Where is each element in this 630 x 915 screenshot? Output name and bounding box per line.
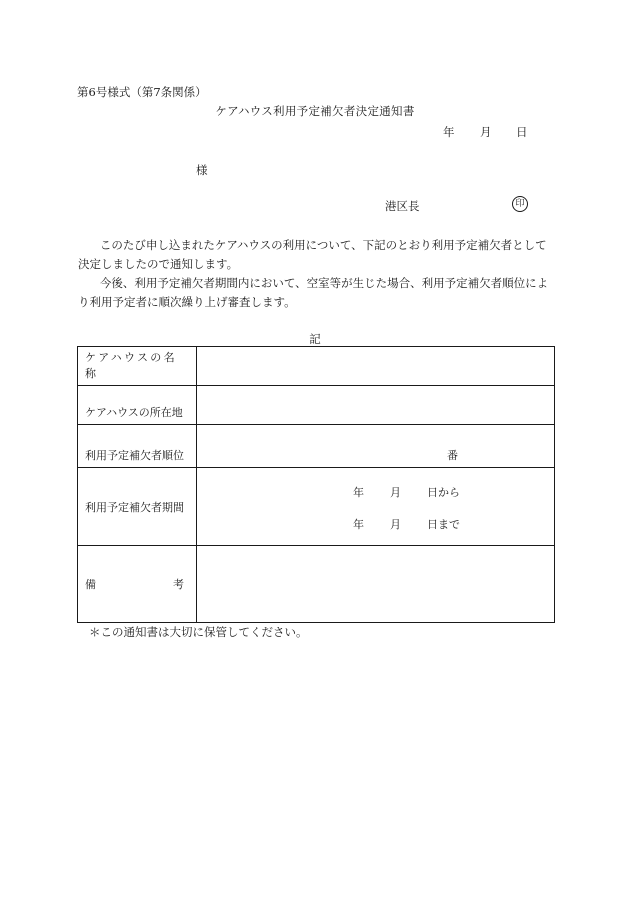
period-to-year: 年 xyxy=(353,518,364,531)
period-from xyxy=(353,484,460,500)
period-to-day: 日まで xyxy=(427,518,460,531)
table-row-facility-location xyxy=(78,386,555,425)
rank-value xyxy=(197,425,555,468)
remarks-value xyxy=(197,546,555,623)
date-month-label: 月 xyxy=(480,125,492,139)
table-row-period xyxy=(78,468,555,546)
facility-name-label xyxy=(78,347,197,386)
period-from-year: 年 xyxy=(353,486,364,499)
facility-location-value xyxy=(197,386,555,425)
period-value xyxy=(197,468,555,546)
facility-name-label-text: ケアハウスの名称 xyxy=(85,351,177,380)
sender-name: 港区長 xyxy=(385,199,420,213)
ki-heading: 記 xyxy=(309,332,321,346)
period-label: 利用予定補欠者期間 xyxy=(78,468,197,546)
rank-suffix: 番 xyxy=(447,449,458,462)
facility-location-label: ケアハウスの所在地 xyxy=(78,386,197,425)
notice-body xyxy=(78,236,556,312)
seal-mark: 印 xyxy=(512,196,528,212)
period-to-month: 月 xyxy=(390,518,401,531)
remarks-label-left: 備 xyxy=(85,578,96,591)
notice-details-table xyxy=(77,346,555,623)
issue-date xyxy=(443,124,528,140)
date-year-label: 年 xyxy=(443,125,455,139)
period-from-month: 月 xyxy=(390,486,401,499)
notice-paragraph-1: このたび申し込まれたケアハウスの利用について、下記のとおり利用予定補欠者として決定しましたので通知します。 xyxy=(78,238,547,271)
date-day-label: 日 xyxy=(516,125,528,139)
notice-paragraph-2: 今後、利用予定補欠者期間内において、空室等が生じた場合、利用予定補欠者順位により利用予定者に順次繰り上げ審査します。 xyxy=(78,276,549,309)
rank-label: 利用予定補欠者順位 xyxy=(78,425,197,468)
table-row-facility-name xyxy=(78,347,555,386)
footnote: ＊この通知書は大切に保管してください。 xyxy=(89,625,308,639)
facility-name-value xyxy=(197,347,555,386)
table-row-rank xyxy=(78,425,555,468)
form-number: 第6号様式（第7条関係） xyxy=(77,85,207,99)
document-title: ケアハウス利用予定補欠者決定通知書 xyxy=(215,104,415,118)
remarks-label xyxy=(78,546,197,623)
remarks-label-right: 考 xyxy=(173,578,184,591)
addressee-suffix: 様 xyxy=(196,163,208,177)
table-row-remarks xyxy=(78,546,555,623)
period-to xyxy=(353,516,460,532)
period-from-day: 日から xyxy=(427,486,460,499)
